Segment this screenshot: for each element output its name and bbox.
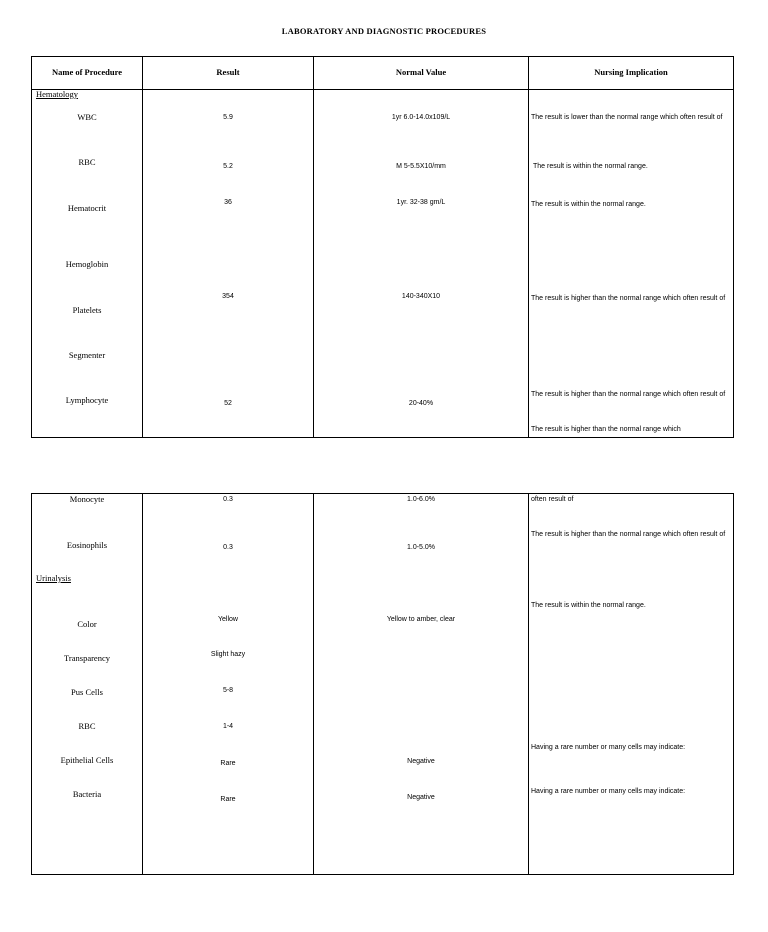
procedure-name: Color [77, 619, 97, 629]
procedure-name: Platelets [72, 305, 102, 315]
nursing-implication: The result is within the normal range. [531, 602, 646, 609]
procedure-name: Monocyte [69, 494, 105, 504]
column-divider [528, 57, 529, 437]
result-value: 0.3 [223, 496, 233, 503]
result-value: 52 [224, 400, 232, 407]
result-value: Rare [220, 796, 236, 803]
normal-value: Negative [407, 758, 435, 765]
nursing-implication: Having a rare number or many cells may indicate: [531, 788, 686, 795]
nursing-implication: often result of [531, 496, 574, 503]
procedure-name: RBC [78, 157, 96, 167]
result-value: Slight hazy [210, 651, 246, 658]
procedure-name: Transparency [64, 653, 110, 663]
procedure-name: WBC [77, 112, 97, 122]
result-value: Yellow [218, 616, 238, 623]
normal-value: 1.0-5.0% [406, 544, 436, 551]
procedure-name: Bacteria [72, 789, 102, 799]
result-value: 1-4 [222, 723, 234, 730]
nursing-implication: The result is higher than the normal range which often result of [531, 295, 726, 302]
lab-table-1 [31, 56, 734, 438]
result-value: 5.9 [223, 114, 233, 121]
result-value: 5.2 [223, 163, 233, 170]
nursing-implication: The result is higher than the normal range which often result of [531, 391, 726, 398]
section-hematology: Hematology [36, 89, 79, 99]
result-value: Rare [220, 760, 236, 767]
header-result: Result [216, 67, 240, 77]
nursing-implication: The result is within the normal range. [531, 201, 646, 208]
procedure-name: RBC [78, 721, 96, 731]
procedure-name: Lymphocyte [65, 395, 109, 405]
nursing-implication: The result is within the normal range. [533, 163, 648, 170]
header-divider [32, 89, 733, 90]
normal-value: 1.0-6.0% [406, 496, 436, 503]
document-title: LABORATORY AND DIAGNOSTIC PROCEDURES [281, 26, 487, 36]
procedure-name: Epithelial Cells [60, 755, 114, 765]
nursing-implication: The result is higher than the normal range which often result of [531, 531, 726, 538]
nursing-implication: Having a rare number or many cells may indicate: [531, 744, 686, 751]
header-procedure: Name of Procedure [51, 67, 123, 77]
column-divider [313, 494, 314, 874]
normal-value: 1yr. 32-38 gm/L [396, 199, 446, 206]
section-urinalysis: Urinalysis [36, 573, 71, 583]
column-divider [528, 494, 529, 874]
procedure-name: Hemoglobin [65, 259, 109, 269]
procedure-name: Hematocrit [67, 203, 107, 213]
normal-value: 140-340X10 [401, 293, 441, 300]
procedure-name: Pus Cells [71, 687, 103, 697]
header-nursing-implication: Nursing Implication [594, 67, 668, 77]
result-value: 354 [222, 293, 234, 300]
nursing-implication: The result is lower than the normal range which often result of [531, 114, 723, 121]
normal-value: 20-40% [408, 400, 434, 407]
normal-value: M 5-5.5X10/mm [396, 163, 446, 170]
normal-value: Yellow to amber, clear [386, 616, 456, 623]
column-divider [142, 494, 143, 874]
header-normal-value: Normal Value [395, 67, 447, 77]
result-value: 5-8 [222, 687, 234, 694]
result-value: 36 [224, 199, 232, 206]
normal-value: 1yr 6.0-14.0x109/L [391, 114, 451, 121]
result-value: 0.3 [223, 544, 233, 551]
procedure-name: Segmenter [68, 350, 106, 360]
normal-value: Negative [407, 794, 435, 801]
nursing-implication: The result is higher than the normal range which [531, 426, 681, 433]
lab-table-2 [31, 493, 734, 875]
procedure-name: Eosinophils [66, 540, 108, 550]
